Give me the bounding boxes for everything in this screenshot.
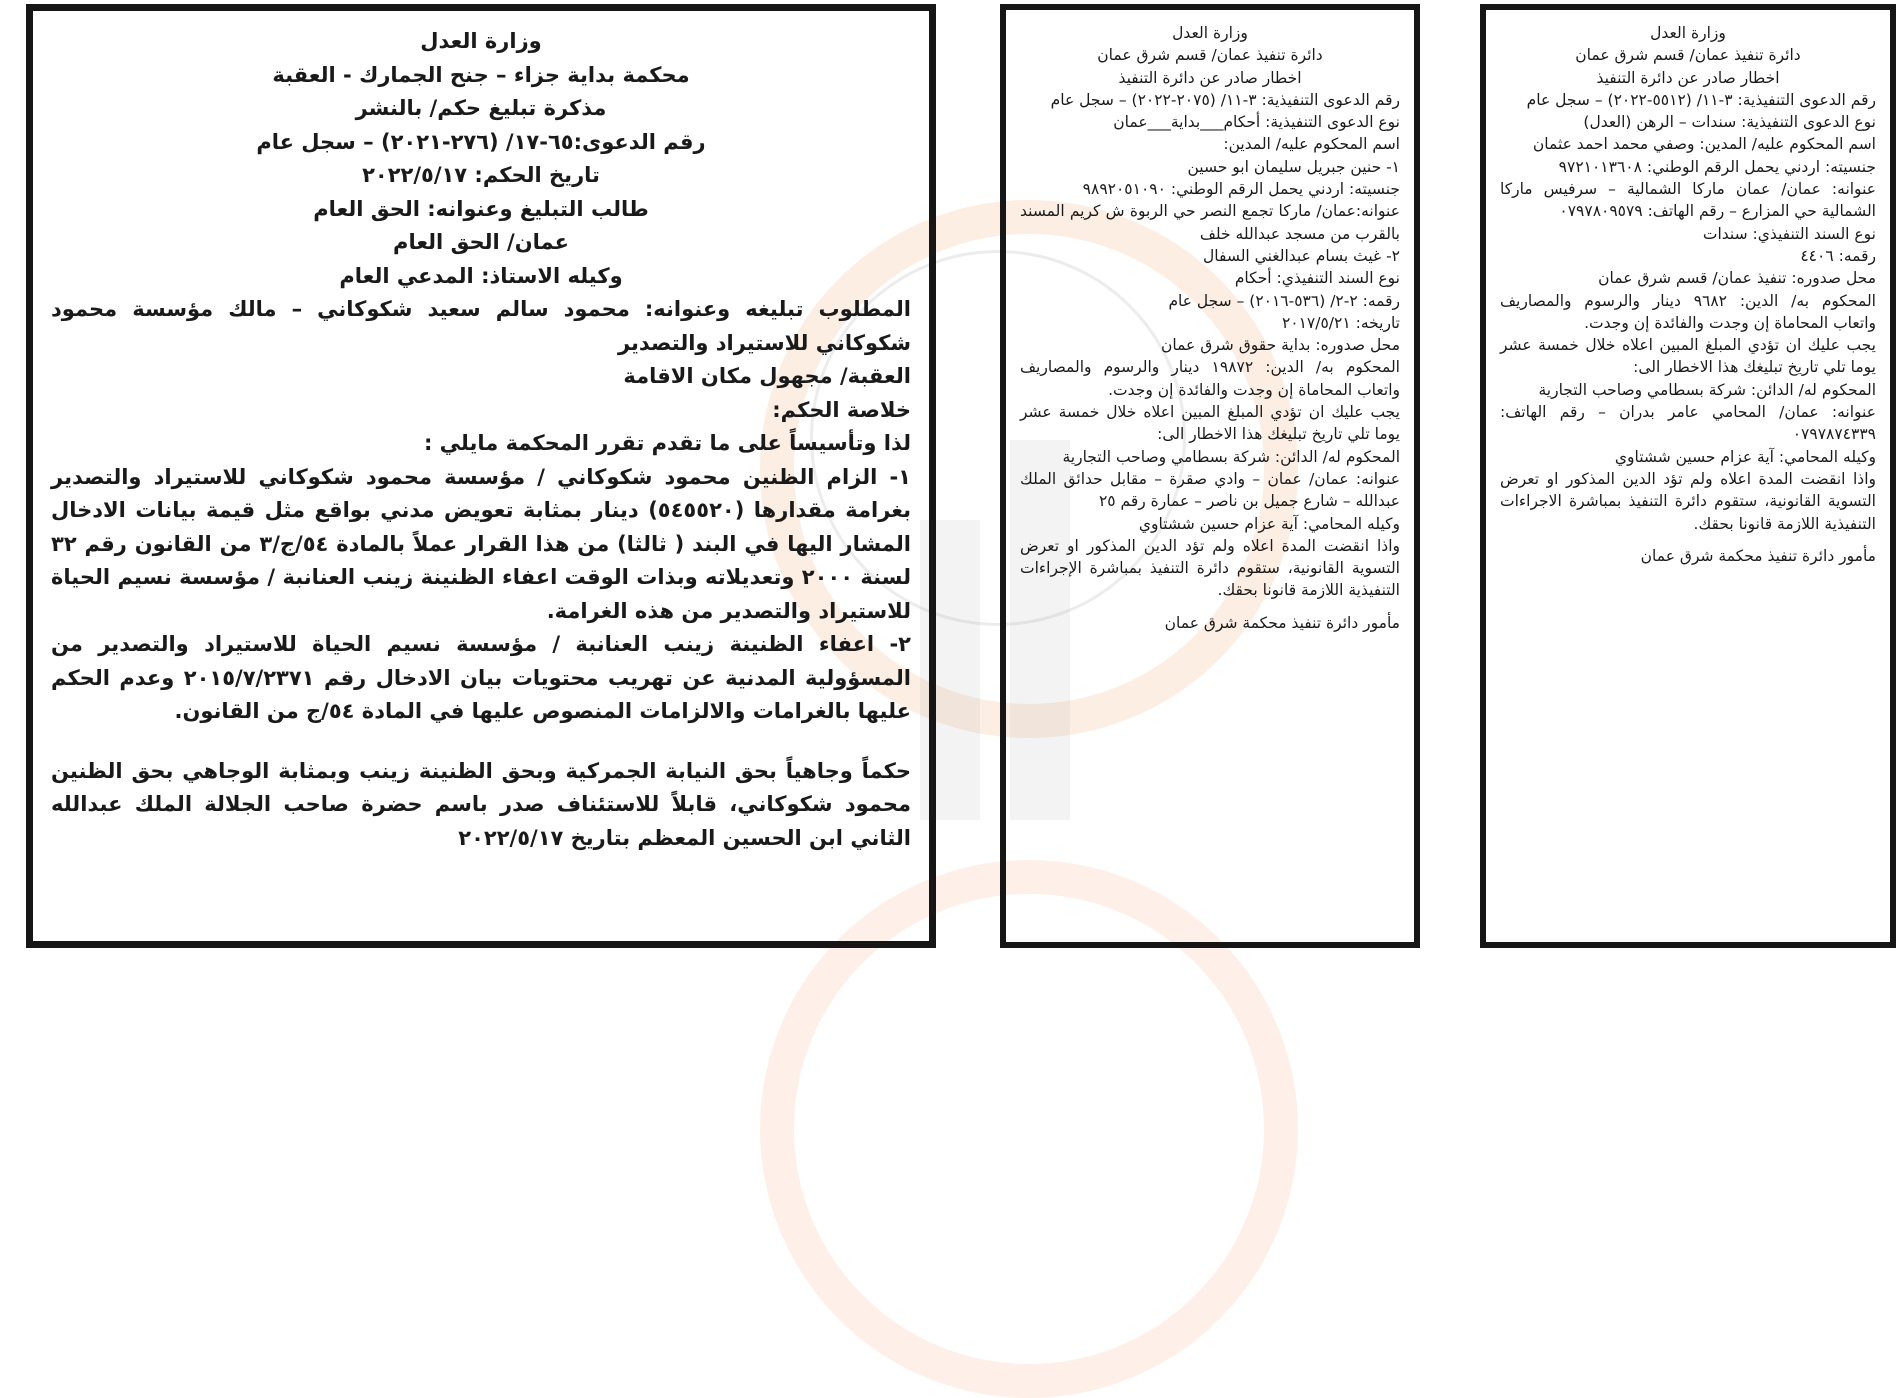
notified-address: العقبة/ مجهول مكان الاقامة <box>623 364 911 388</box>
ministry-title: وزارة العدل <box>1172 24 1248 42</box>
requester-agent: وكيله الاستاذ: المدعي العام <box>339 263 623 288</box>
notice-line: ١- حنين جبريل سليمان ابو حسين <box>1187 157 1400 176</box>
notice-line: محل صدوره: بداية حقوق شرق عمان <box>1160 336 1400 355</box>
decision-item-1: ١- الزام الظنين محمود شكوكاني / مؤسسة محمود شكوكاني للاستيراد والتصدير بغرامة مقدارها (٥٤٥٥٢٠) دينار بمثابة تعويض مدني بواقع مثل قيمة بيانات الادخال المشار اليها في البند ( ثالثا) من هذا القرار عملاً بالمادة ٥٤/ج/٣ من القانون رقم ٣٢ لسنة ٢٠٠٠ وتعديلاته وبذات الوقت اعفاء الظنينة زينب العنانبة / مؤسسة نسيم الحياة للاستيراد والتصدير من هذه الغرامة. <box>51 464 911 623</box>
judgment-date: تاريخ الحكم: ٢٠٢٢/٥/١٧ <box>362 163 600 187</box>
notice-header <box>1500 22 1876 89</box>
notice-line: يجب عليك ان تؤدي المبلغ المبين اعلاه خلال خمسة عشر يوما تلي تاريخ تبليغك هذا الاخطار الى: <box>1500 336 1876 377</box>
notice-header <box>51 25 911 293</box>
notice-line: رقم الدعوى التنفيذية: ٣-١١/ (٢٠٧٥-٢٠٢٢) – سجل عام <box>1050 90 1400 109</box>
notice-line: عنوانه: عمان/ عمان ماركا الشمالية – سرفيس ماركا الشمالية حي المزارع – رقم الهاتف: ٠٧٩٧٨٠٩٥٧٩ <box>1500 180 1876 221</box>
notified-party: المطلوب تبليغه وعنوانه: محمود سالم سعيد شكوكاني – مالك مؤسسة محمود شكوكاني للاستيراد والتصدير <box>51 297 911 355</box>
judgment-closing: حكماً وجاهياً بحق النيابة الجمركية وبحق الظنينة زينب وبمثابة الوجاهي بحق الظنين محمود شكوكاني، قابلاً للاستئناف صدر باسم حضرة صاحب الجلالة الملك عبدالله الثاني ابن الحسين المعظم بتاريخ ٢٠٢٢/٥/١٧ <box>51 758 911 850</box>
decision-item-2: ٢- اعفاء الظنينة زينب العنانبة / مؤسسة نسيم الحياة للاستيراد والتصدير من المسؤولية المدنية عن تهريب محتويات بيان الادخال رقم ٢٠١٥/٧/٢٣٧١ وعدم الحكم عليها بالغرامات والالزامات المنصوص عليها في المادة ٥٤/ج من القانون. <box>51 632 911 723</box>
notice-type: اخطار صادر عن دائرة التنفيذ <box>1596 68 1780 87</box>
execution-notice-right <box>1480 4 1896 948</box>
notice-header <box>1020 22 1400 89</box>
notice-body <box>1500 89 1876 535</box>
court-name: محكمة بداية جزاء – جنح الجمارك - العقبة <box>272 62 690 87</box>
notice-line: ٢- غيث بسام عبدالغني السفال <box>1203 246 1400 265</box>
notice-line: واذا انقضت المدة اعلاه ولم تؤد الدين المذكور او تعرض التسوية القانونية، ستقوم دائرة التنفيذ بمباشرة الإجراءات التنفيذية اللازمة قانونا بحقك. <box>1020 536 1400 600</box>
notice-line: رقمه: ٤٤٠٦ <box>1800 246 1876 265</box>
notice-line: نوع الدعوى التنفيذية: أحكام___بداية___عمان <box>1113 113 1400 132</box>
notice-line: يجب عليك ان تؤدي المبلغ المبين اعلاه خلال خمسة عشر يوما تلي تاريخ تبليغك هذا الاخطار الى: <box>1020 403 1400 444</box>
notice-line: رقم الدعوى التنفيذية: ٣-١١/ (٥٥١٢-٢٠٢٢) – سجل عام <box>1526 90 1876 109</box>
notice-line: وكيله المحامي: آية عزام حسين ششتاوي <box>1138 514 1400 533</box>
notice-line: تاريخه: ٢٠١٧/٥/٢١ <box>1281 313 1400 332</box>
court-judgment-notice <box>26 4 936 948</box>
notice-line: عنوانه: عمان/ عمان – وادي صقرة – مقابل حدائق الملك عبدالله – شارع جميل بن ناصر – عمارة رقم ٢٥ <box>1020 469 1400 511</box>
ministry-title: وزارة العدل <box>420 29 542 53</box>
notice-line: جنسيته: اردني يحمل الرقم الوطني: ٩٧٢١٠١٣٦٠٨ <box>1558 157 1876 176</box>
judgment-summary-heading: خلاصة الحكم: <box>772 397 911 422</box>
case-number: رقم الدعوى:٦٥-١٧/ (٢٧٦-٢٠٢١) – سجل عام <box>256 129 706 154</box>
notice-line: نوع الدعوى التنفيذية: سندات – الرهن (العدل) <box>1583 113 1876 132</box>
execution-notice-middle <box>1000 4 1420 948</box>
notice-line: المحكوم به/ الدين: ١٩٨٧٢ دينار والرسوم والمصاريف واتعاب المحاماة إن وجدت والفائدة إن وجدت. <box>1020 358 1400 399</box>
notice-line: المحكوم به/ الدين: ٩٦٨٢ دينار والرسوم والمصاريف واتعاب المحاماة إن وجدت والفائدة إن وجدت. <box>1500 291 1876 332</box>
court-decision-intro: لذا وتأسيساً على ما تقدم تقرر المحكمة مايلي : <box>423 431 911 455</box>
notice-line: المحكوم له/ الدائن: شركة بسطامي وصاحب التجارية <box>1538 380 1876 399</box>
notice-line: وكيله المحامي: آية عزام حسين ششتاوي <box>1614 447 1876 466</box>
notice-type: مذكرة تبليغ حكم/ بالنشر <box>355 96 607 120</box>
requester: طالب التبليغ وعنوانه: الحق العام <box>313 196 649 221</box>
department-name: دائرة تنفيذ عمان/ قسم شرق عمان <box>1097 46 1323 65</box>
notice-line: عنوانه: عمان/ المحامي عامر بدران – رقم الهاتف: ٠٧٩٧٨٧٤٣٣٩ <box>1500 403 1876 444</box>
signature: مأمور دائرة تنفيذ محكمة شرق عمان <box>1640 546 1876 565</box>
signature: مأمور دائرة تنفيذ محكمة شرق عمان <box>1164 613 1400 632</box>
ministry-title: وزارة العدل <box>1650 24 1726 42</box>
notice-line: رقمه: ٢-٢/ (٥٣٦-٢٠١٦) – سجل عام <box>1168 291 1400 310</box>
notice-line: عنوانه:عمان/ ماركا تجمع النصر حي الربوة ش كريم المسند بالقرب من مسجد عبدالله خلف <box>1020 202 1400 243</box>
notice-type: اخطار صادر عن دائرة التنفيذ <box>1118 68 1302 87</box>
notice-line: اسم المحكوم عليه/ المدين: <box>1223 135 1400 154</box>
notice-line: واذا انقضت المدة اعلاه ولم تؤد الدين المذكور او تعرض التسوية القانونية، ستقوم دائرة التنفيذ بمباشرة الاجراءات التنفيذية اللازمة قانونا بحقك. <box>1500 469 1876 533</box>
notice-body <box>1020 89 1400 602</box>
notice-line: نوع السند التنفيذي: سندات <box>1702 224 1876 243</box>
notice-line: اسم المحكوم عليه/ المدين: وصفي محمد احمد عثمان <box>1532 135 1876 154</box>
notice-line: المحكوم له/ الدائن: شركة بسطامي وصاحب التجارية <box>1062 447 1400 466</box>
department-name: دائرة تنفيذ عمان/ قسم شرق عمان <box>1575 46 1801 65</box>
requester-address: عمان/ الحق العام <box>393 230 569 254</box>
notice-line: نوع السند التنفيذي: أحكام <box>1234 269 1400 288</box>
notice-line: جنسيته: اردني يحمل الرقم الوطني: ٩٨٩٢٠٥١٠٩٠ <box>1082 180 1400 199</box>
notice-line: محل صدوره: تنفيذ عمان/ قسم شرق عمان <box>1598 269 1876 288</box>
